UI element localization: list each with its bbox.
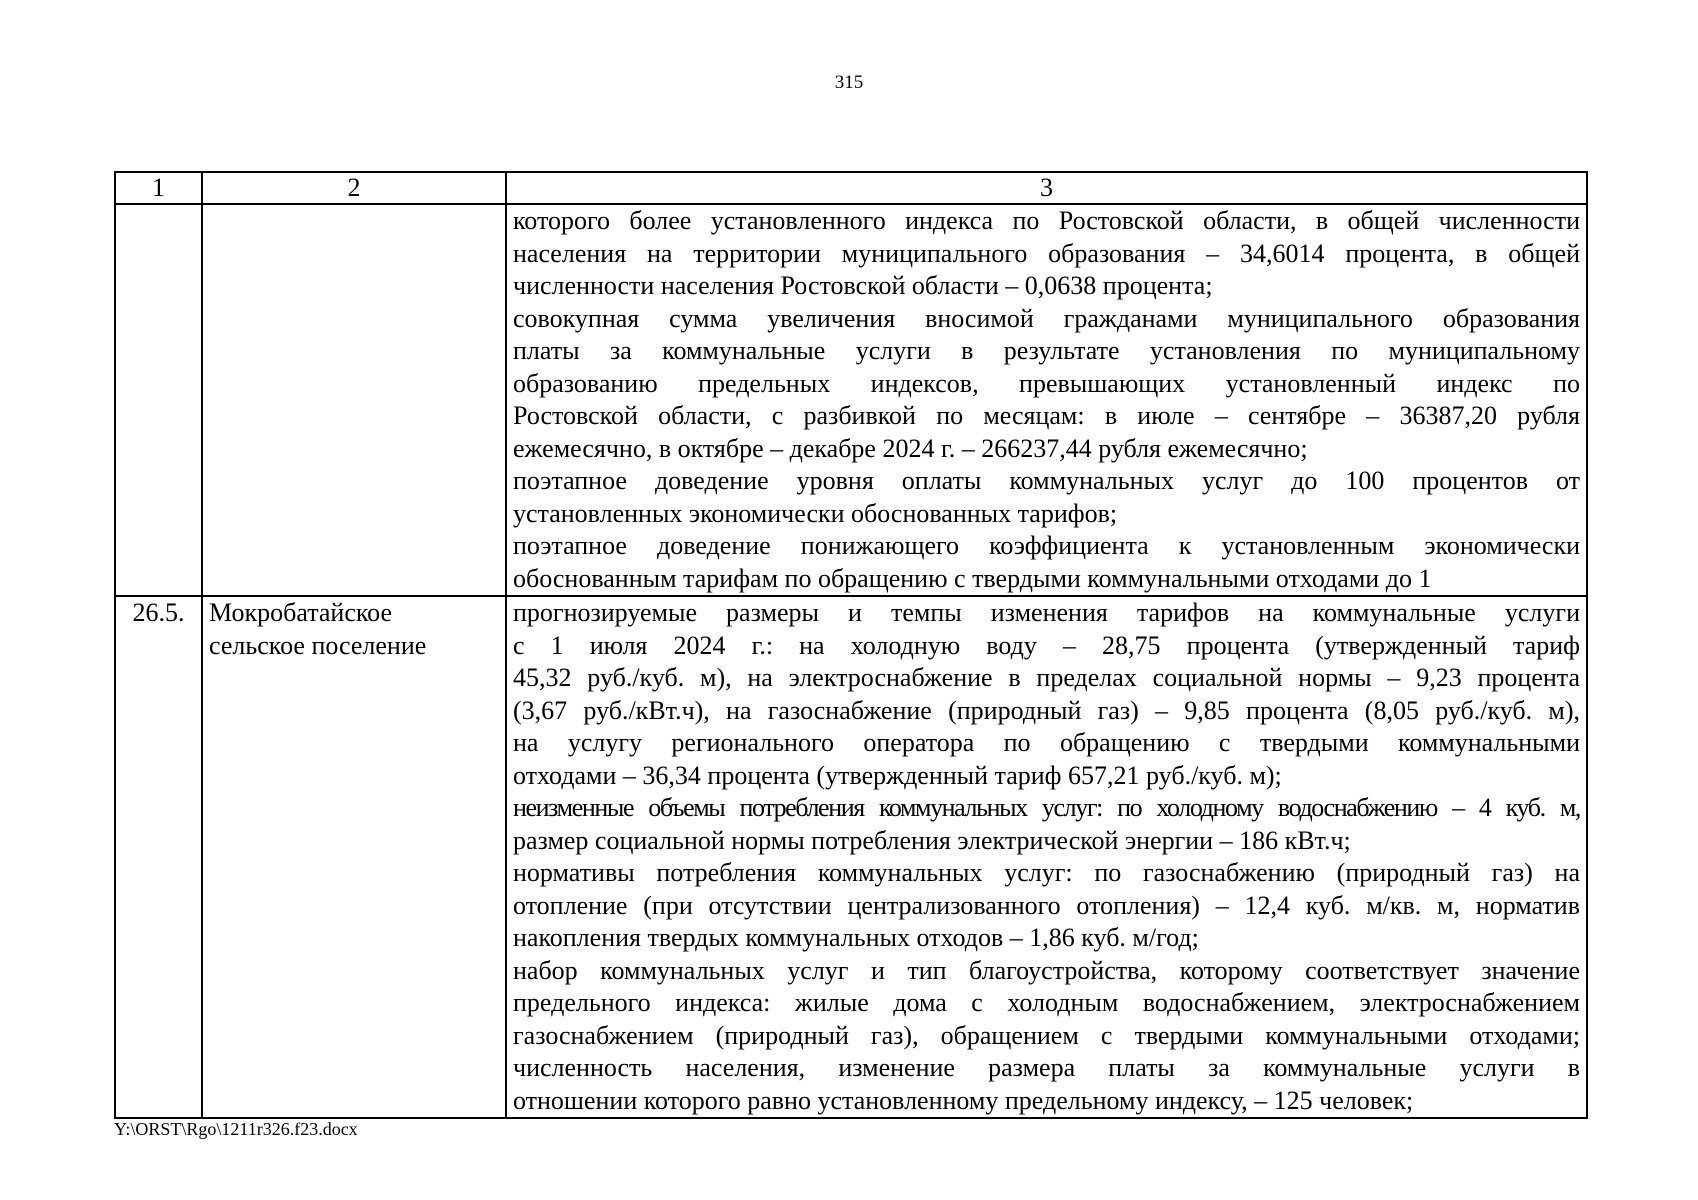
para-line: 45,32 руб./куб. м), на электроснабжение в пределах социальной нормы – 9,23 процента — [513, 663, 1580, 692]
table-row-26-5 — [115, 596, 1587, 1118]
para-line: отопление (при отсутствии централизованного отопления) – 12,4 куб. м/кв. м, норматив — [513, 890, 1580, 920]
para-line: платы за коммунальные услуги в результате установления по муниципальному — [513, 336, 1580, 365]
para-line: поэтапное доведение понижающего коэффициента к установленным экономически — [513, 531, 1580, 560]
settlement-name-line: Мокробатайское — [209, 598, 393, 627]
header-col-1: 1 — [115, 172, 202, 204]
para-line: предельного индекса: жилые дома с холодным водоснабжением, электроснабжением — [513, 988, 1580, 1017]
para-line: накопления твердых коммунальных отходов – 1,86 куб. м/год; — [513, 923, 1199, 952]
table-row-continuation — [115, 204, 1587, 596]
para-line: неизменные объемы потребления коммунальных услуг: по холодному водоснабжению – 4 куб. м, — [513, 793, 1580, 822]
para-line: которого более установленного индекса по Ростовской области, в общей численности — [513, 206, 1580, 235]
row-name-cell — [202, 596, 506, 1118]
para-line: совокупная сумма увеличения вносимой гражданами муниципального образования — [513, 303, 1580, 333]
header-col-2: 2 — [202, 172, 506, 204]
para-line: численность населения, изменение размера платы за коммунальные услуги в — [513, 1053, 1580, 1082]
para-line: прогнозируемые размеры и темпы изменения тарифов на коммунальные услуги — [513, 598, 1580, 627]
row-content-cell — [506, 204, 1587, 596]
para-line: ежемесячно, в октябре – декабре 2024 г. – 266237,44 рубля ежемесячно; — [513, 433, 1308, 463]
settlement-name-line: сельское поселение — [209, 630, 427, 660]
para-line: поэтапное доведение уровня оплаты коммунальных услуг до 100 процентов от — [513, 466, 1580, 495]
row-content-cell — [506, 596, 1587, 1118]
para-line: обоснованным тарифам по обращению с твердыми коммунальными отходами до 1 — [513, 563, 1432, 593]
table-header-row — [115, 172, 1587, 204]
para-line: Ростовской области, с разбивкой по месяцам: в июле – сентябре – 36387,20 рубля — [513, 401, 1580, 430]
row-number-cell — [115, 204, 202, 596]
para-line: на услугу регионального оператора по обращению с твердыми коммунальными — [513, 728, 1580, 757]
tariff-table — [114, 171, 1588, 1119]
document-file-path: Y:\ORST\Rgo\1211r326.f23.docx — [114, 1119, 358, 1139]
row-number-cell: 26.5. — [115, 596, 202, 1118]
para-line: отношении которого равно установленному предельному индексу, – 125 человек; — [513, 1085, 1414, 1115]
para-line: образованию предельных индексов, превышающих установленный индекс по — [513, 368, 1580, 398]
para-line: размер социальной нормы потребления электрической энергии – 186 кВт.ч; — [513, 825, 1351, 855]
para-line: отходами – 36,34 процента (утвержденный тариф 657,21 руб./куб. м); — [513, 760, 1282, 790]
page-number: 315 — [834, 72, 864, 93]
row-name-cell — [202, 204, 506, 596]
para-line: нормативы потребления коммунальных услуг: по газоснабжению (природный газ) на — [513, 858, 1580, 887]
para-line: газоснабжением (природный газ), обращением с твердыми коммунальными отходами; — [513, 1020, 1580, 1050]
para-line: (3,67 руб./кВт.ч), на газоснабжение (природный газ) – 9,85 процента (8,05 руб./куб. м), — [513, 695, 1580, 725]
para-line: установленных экономически обоснованных тарифов; — [513, 498, 1118, 528]
header-col-3: 3 — [506, 172, 1587, 204]
para-line: численности населения Ростовской области – 0,0638 процента; — [513, 271, 1213, 300]
para-line: населения на территории муниципального образования – 34,6014 процента, в общей — [513, 238, 1580, 268]
para-line: с 1 июля 2024 г.: на холодную воду – 28,75 процента (утвержденный тариф — [513, 630, 1580, 660]
para-line: набор коммунальных услуг и тип благоустройства, которому соответствует значение — [513, 955, 1580, 985]
